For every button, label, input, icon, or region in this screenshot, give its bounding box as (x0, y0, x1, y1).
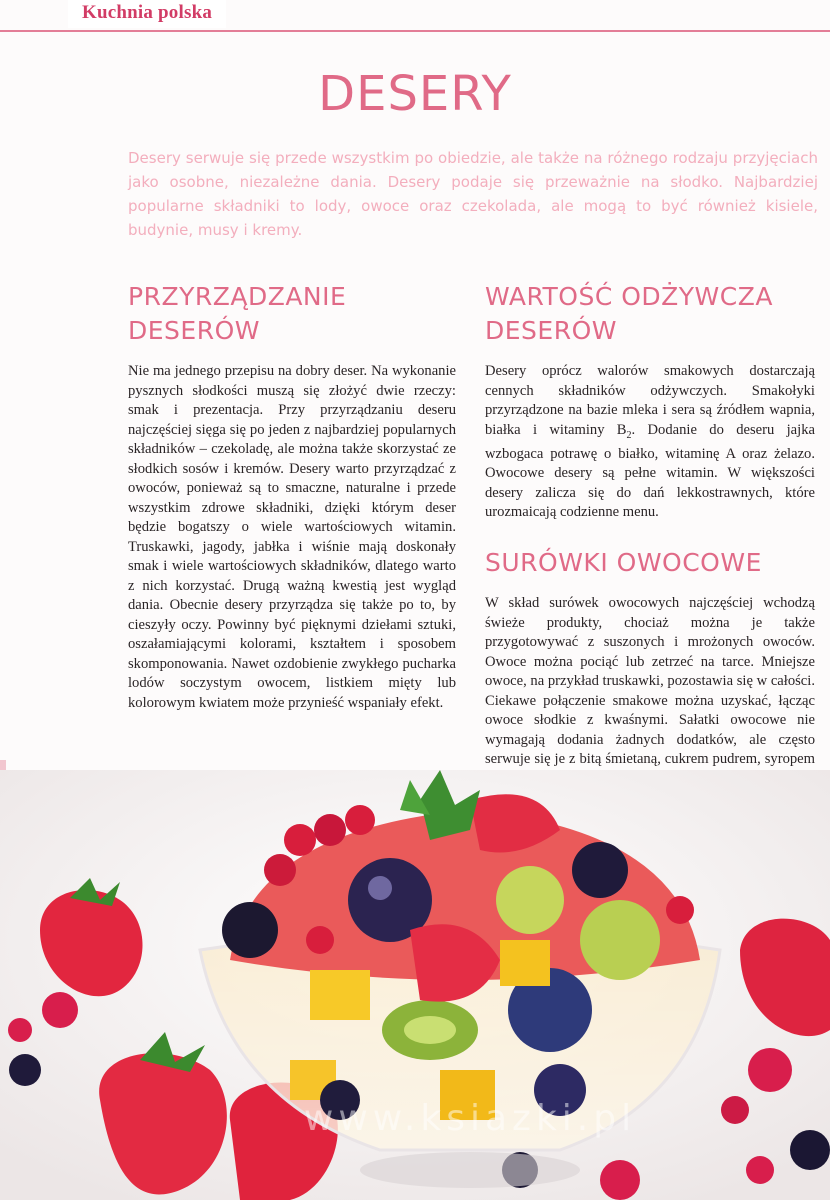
vitamin-subscript: 2 (626, 429, 632, 441)
intro-paragraph: Desery serwuje się przede wszystkim po obiedzie, ale także na różnego rodzaju przyjęciach jako osobne, niezależne dania. Desery podaje się przeważnie na słodko. Najbardziej popularne składniki to lody, owoce oraz czekolada, ale mogą to być również kisiele, budynie, musy i kremy. (128, 149, 818, 239)
body-preparation: Nie ma jednego przepisu na dobry deser. Na wykonanie pysznych słodkości muszą się złożyć dwie rzeczy: smak i prezentacja. Przy przyrządzaniu deseru najczęściej sięga się po jeden z najbardziej popularnych składników – czekoladę, ale można także skorzystać ze słodkich sosów i kremów. Desery warto przyrządzać z owoców, ponieważ są to smaczne, naturalne i przede wszystkim zdrowe składniki, dzięki którym deser będzie bogatszy o wiele wartościowych witamin. Truskawki, jagody, jabłka i wiśnie mają doskonały smak i wiele wartościowych składników, dlatego warto z nich korzystać. Drugą ważną kwestią jest wygląd dania. Obecnie desery przyrządza się także po to, by cieszyły oczy. Powinny być pięknymi dziełami sztuki, oszałamiającymi kolorami, kształtem i sposobem skomponowania. Nawet ozdobienie zwykłego pucharka lodów soczystym owocem, listkiem mięty lub kolorowym kwiatem może przynieść wspaniały efekt. (128, 363, 456, 711)
watermark-text: www.ksiazki.pl (303, 1098, 637, 1139)
nutrition-text-end: . Dodanie do deseru jajka wzbogaca potrawę o białko, witaminę A oraz żelazo. Owocowe desery są pełne witamin. W większości desery zalicza się do dań lekkostrawnych, które urozmaicają codzienne menu. (485, 421, 815, 521)
running-header (0, 0, 830, 36)
fruit-salad-photo (0, 770, 830, 1200)
section-label: Kuchnia polska (68, 0, 226, 28)
nutrition-text-start: Desery oprócz walorów smakowych dostarczają cennych składników odżywczych. Smakołyki przyrządzone na bazie mleka i sera są źródłem wapnia, białka i witaminy B (485, 363, 815, 438)
body-nutrition (485, 362, 815, 523)
body-fruit-salads: W skład surówek owocowych najczęściej wchodzą świeże produkty, chociaż można je także przygotowywać z suszonych i mrożonych owoców. Owoce można pociąć lub zetrzeć na tarce. Mniejsze owoce, na przykład truskawki, pozostawia się w całości. Ciekawe połączenie smakowe można uzyskać, łącząc owoce słodkie z kwaśnymi. Sałatki owocowe nie wymagają dodania żadnych dodatków, ale często serwuje się je z bitą śmietaną, cukrem pudrem, syropem (485, 595, 815, 767)
heading-preparation: PRZYRZĄDZANIE DESERÓW (128, 282, 347, 345)
heading-fruit-salads: SURÓWKI OWOCOWE (485, 548, 762, 577)
page-title: DESERY (318, 66, 512, 122)
heading-nutrition: WARTOŚĆ ODŻYWCZA DESERÓW (485, 282, 773, 345)
header-rule (0, 30, 830, 32)
